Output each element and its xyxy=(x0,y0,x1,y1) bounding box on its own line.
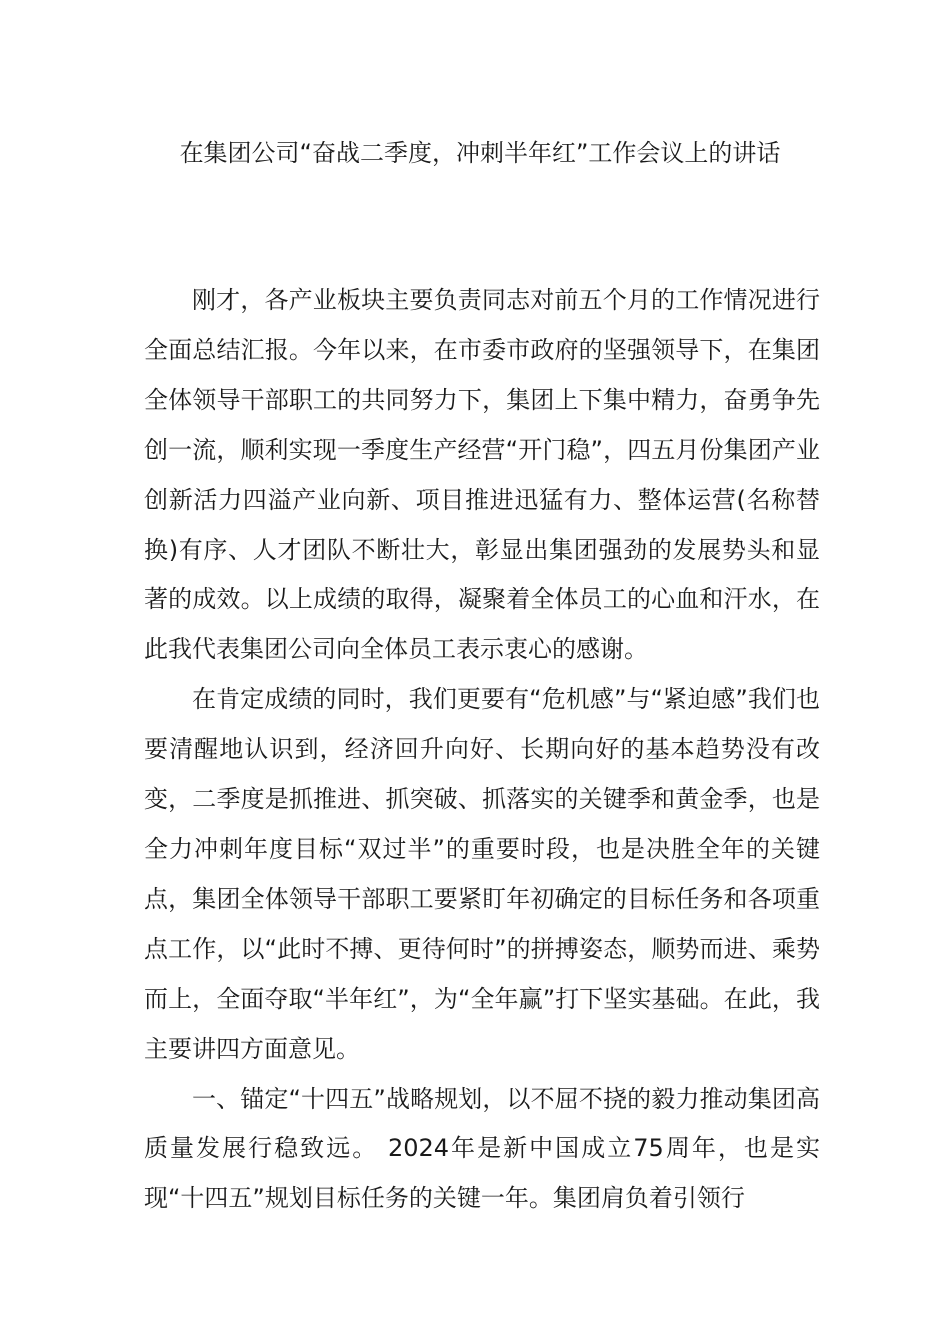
document-title: 在集团公司“奋战二季度，冲刺半年红”工作会议上的讲话 xyxy=(179,139,781,167)
paragraph-3: 一、锚定“十四五”战略规划，以不屈不挠的毅力推动集团高质量发展行稳致远。 2024年是新中国成立75周年，也是实现“十四五”规划目标任务的关键一年。集团肩负着引领行 xyxy=(144,1084,820,1213)
paragraph-1: 刚才，各产业板块主要负责同志对前五个月的工作情况进行全面总结汇报。今年以来，在市委市政府的坚强领导下，在集团全体领导干部职工的共同努力下，集团上下集中精力，奋勇争先创一流，顺利实现一季度生产经营“开门稳”，四五月份集团产业创新活力四溢产业向新、项目推进迅猛有力、整体运营(名称替换)有序、人才团队不断壮大，彰显出集团强劲的发展势头和显著的成效。以上成绩的取得，凝聚着全体员工的心血和汗水，在此我代表集团公司向全体员工表示衷心的感谢。 xyxy=(144,286,820,664)
paragraph-2: 在肯定成绩的同时，我们更要有“危机感”与“紧迫感”我们也要清醒地认识到，经济回升向好、长期向好的基本趋势没有改变，二季度是抓推进、抓突破、抓落实的关键季和黄金季，也是全力冲刺年度目标“双过半”的重要时段，也是决胜全年的关键点，集团全体领导干部职工要紧盯年初确定的目标任务和各项重点工作，以“此时不搏、更待何时”的拼搏姿态，顺势而进、乘势而上，全面夺取“半年红”，为“全年赢”打下坚实基础。在此，我主要讲四方面意见。 xyxy=(144,685,820,1063)
document-body xyxy=(144,276,820,1224)
